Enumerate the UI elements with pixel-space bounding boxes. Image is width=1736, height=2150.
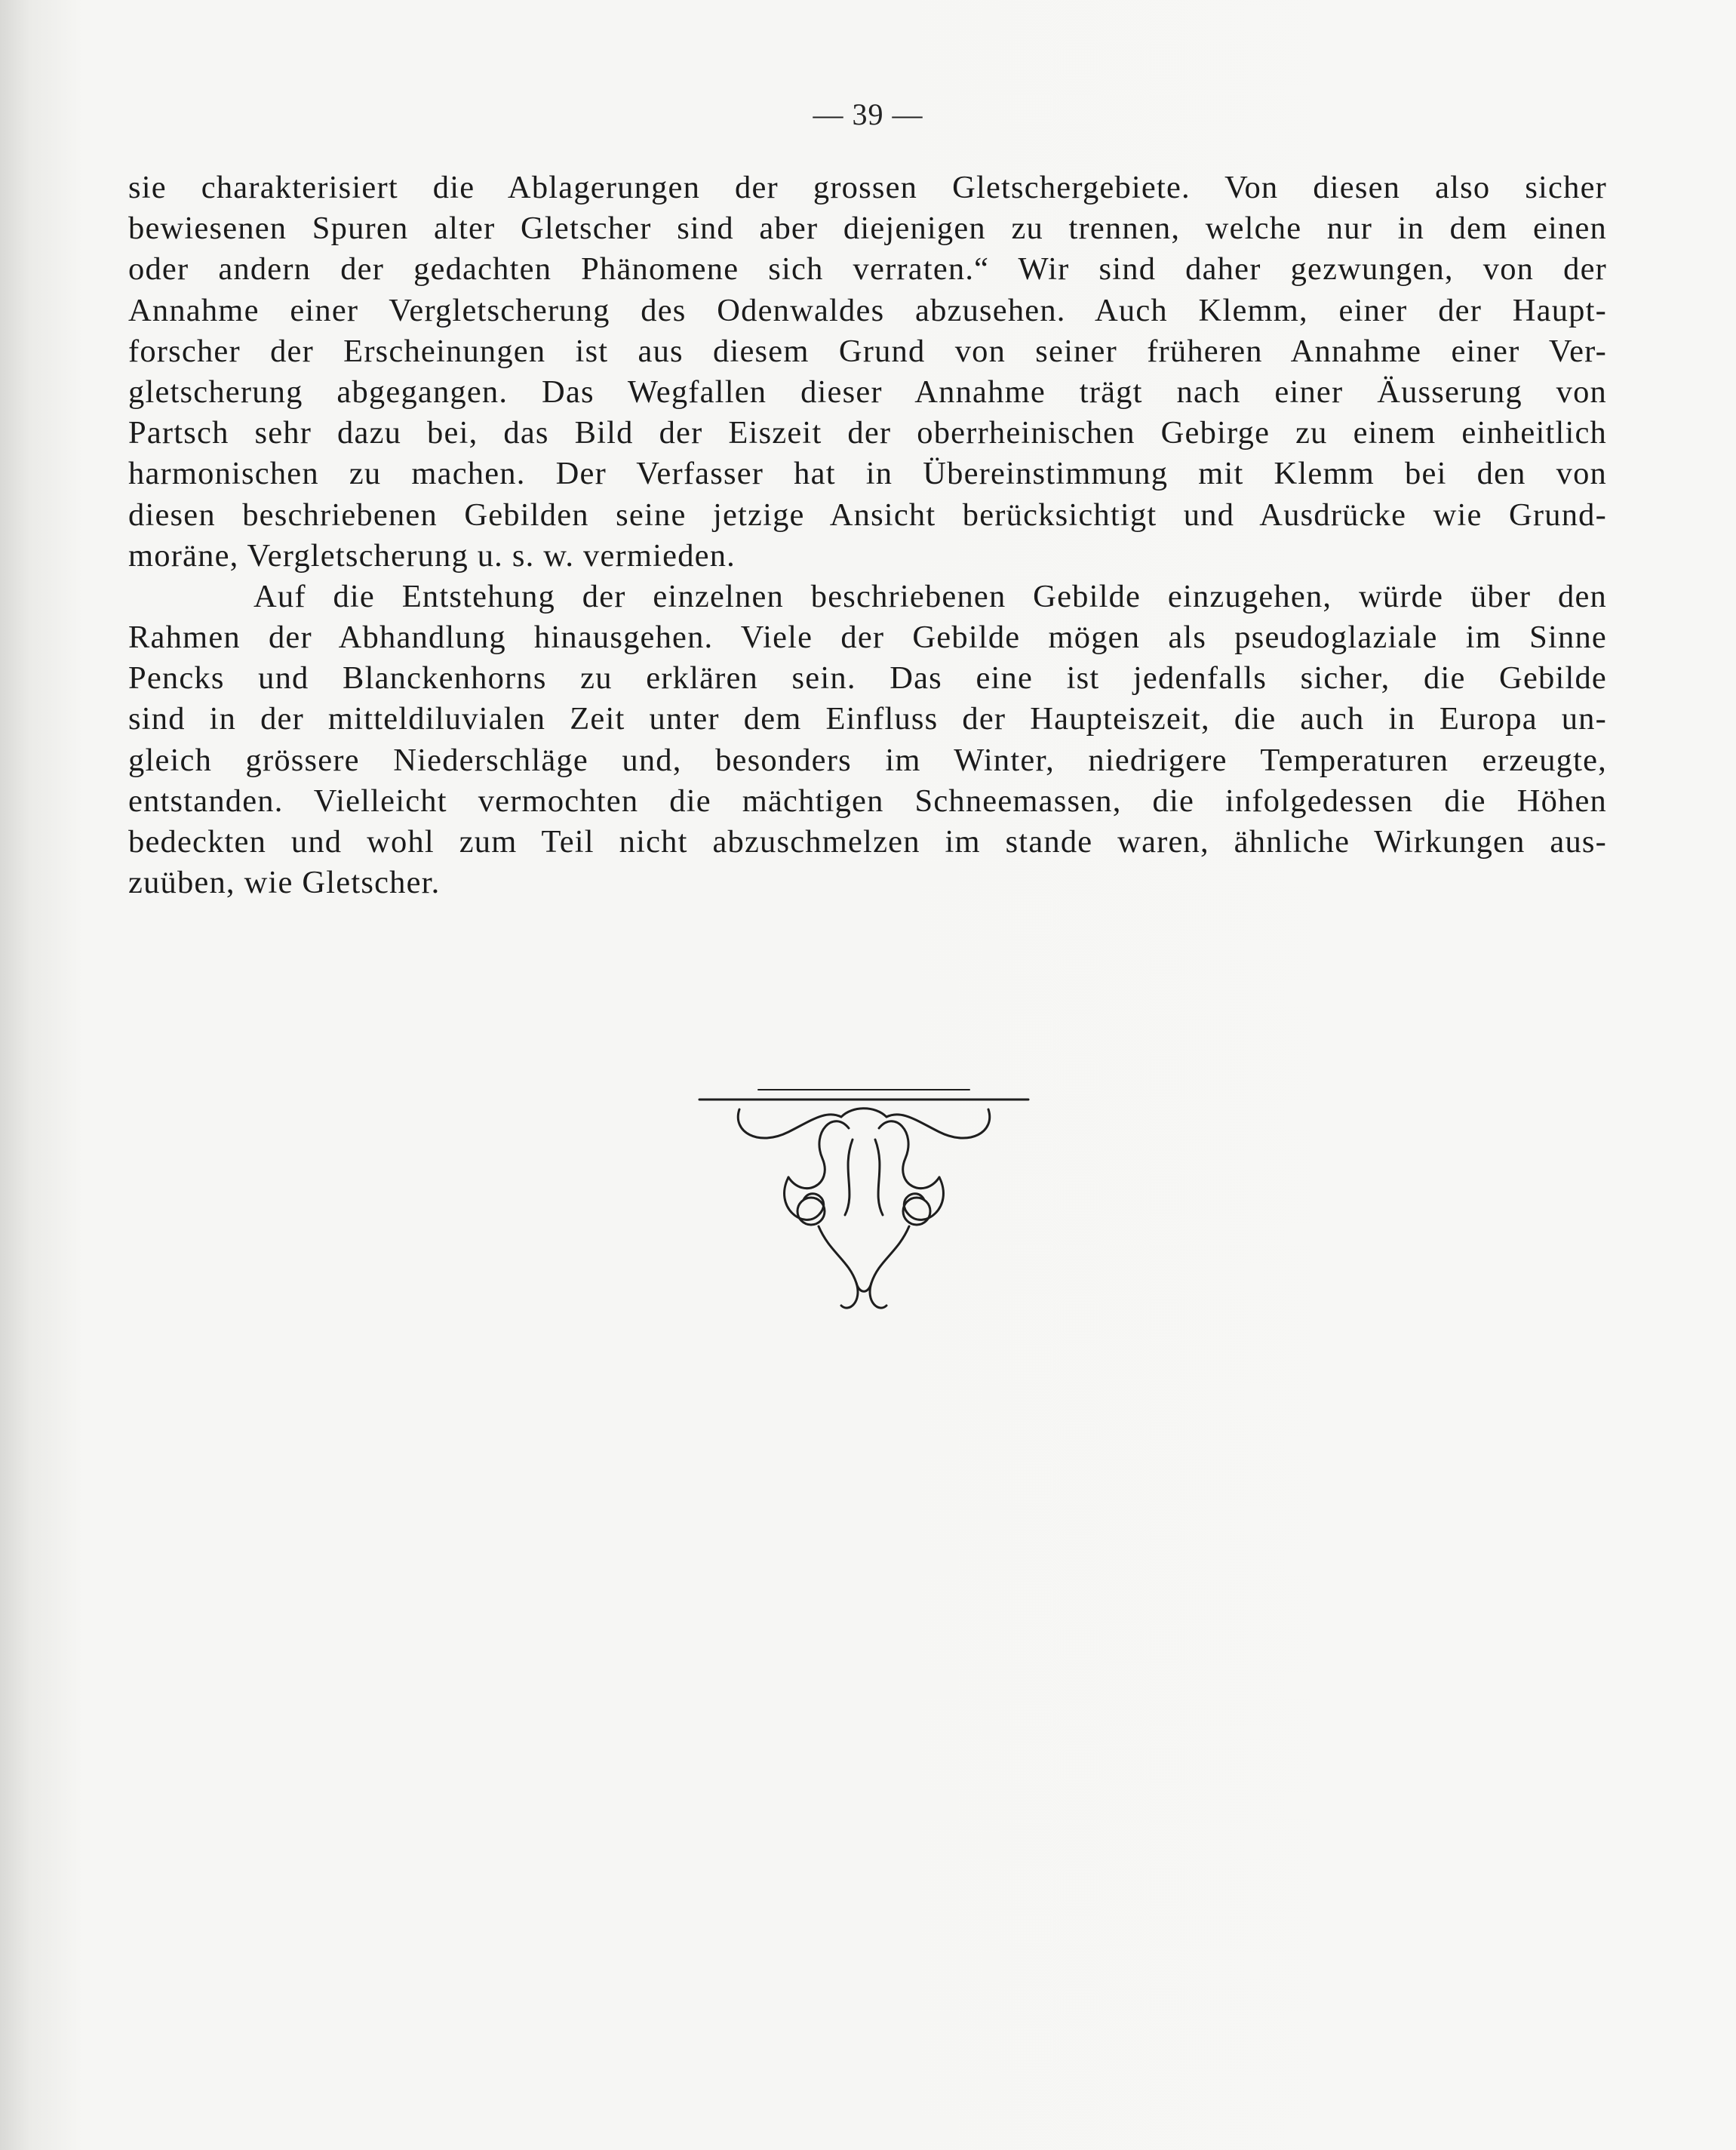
text-line: Annahme einer Vergletscherung des Odenwaldes abzusehen. Auch Klemm, einer der Haupt- <box>128 292 1607 328</box>
text-line: zuüben, wie Gletscher. <box>128 865 441 901</box>
text-line: gleich grössere Niederschläge und, besonders im Winter, niedrigere Temperaturen erzeugte, <box>128 742 1607 778</box>
text-line: diesen beschriebenen Gebilden seine jetzige Ansicht berücksichtigt und Ausdrücke wie Grund- <box>128 497 1607 533</box>
text-line: Pencks und Blanckenhorns zu erklären sein. Das eine ist jedenfalls sicher, die Gebilde <box>128 660 1607 697</box>
text-line: Auf die Entstehung der einzelnen beschriebenen Gebilde einzugehen, würde über den <box>253 578 1607 614</box>
body-text <box>128 168 1607 903</box>
text-line: moräne, Vergletscherung u. s. w. vermieden. <box>128 537 736 574</box>
text-line: Partsch sehr dazu bei, das Bild der Eiszeit der oberrheinischen Gebirge zu einem einheitlich <box>128 415 1607 451</box>
text-line: oder andern der gedachten Phänomene sich verraten.“ Wir sind daher gezwungen, von der <box>128 251 1607 288</box>
text-line: forscher der Erscheinungen ist aus diesem Grund von seiner früheren Annahme einer Ver- <box>128 333 1607 369</box>
text-line: harmonischen zu machen. Der Verfasser hat in Übereinstimmung mit Klemm bei den von <box>128 456 1607 492</box>
text-line: bedeckten und wohl zum Teil nicht abzuschmelzen im stande waren, ähnliche Wirkungen aus- <box>128 824 1607 860</box>
paragraph-1 <box>128 168 1607 577</box>
text-line: gletscherung abgegangen. Das Wegfallen dieser Annahme trägt nach einer Äusserung von <box>128 374 1607 410</box>
tailpiece-ornament-icon <box>698 1087 1030 1321</box>
text-line: Rahmen der Abhandlung hinausgehen. Viele der Gebilde mögen als pseudoglaziale im Sinne <box>128 620 1607 656</box>
text-line: bewiesenen Spuren alter Gletscher sind aber diejenigen zu trennen, welche nur in dem einen <box>128 211 1607 247</box>
paragraph-2 <box>128 577 1607 904</box>
text-line: sie charakterisiert die Ablagerungen der grossen Gletschergebiete. Von diesen also sicher <box>128 170 1607 205</box>
page-number: — 39 — <box>813 97 923 131</box>
text-line: sind in der mitteldiluvialen Zeit unter dem Einfluss der Haupteiszeit, die auch in Europa un- <box>128 701 1607 737</box>
text-line: entstanden. Vielleicht vermochten die mächtigen Schneemassen, die infolgedessen die Höhen <box>128 783 1607 819</box>
